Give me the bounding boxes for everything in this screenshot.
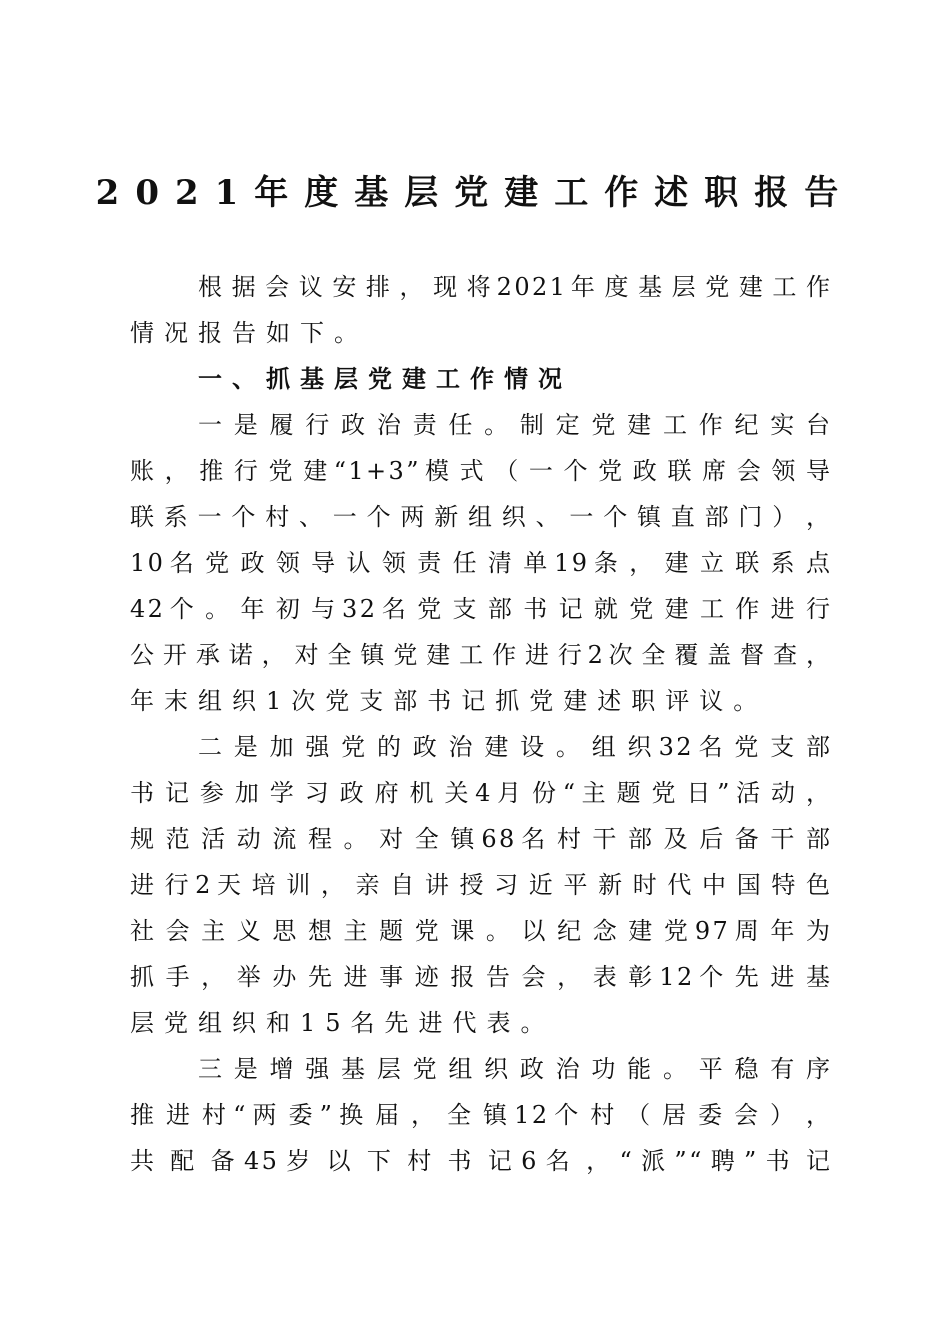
- paragraph-line: 二 是 加 强 党 的 政 治 建 设 。 组 织 3 2 名 党 支 部: [198, 733, 830, 761]
- paragraph-line: 三 是 增 强 基 层 党 组 织 政 治 功 能 。 平 稳 有 序: [198, 1055, 830, 1083]
- paragraph-line: 抓 手 ， 举 办 先 进 事 迹 报 告 会 ， 表 彰 1 2 个 先 进 基: [130, 963, 830, 991]
- paragraph-line: 层党组织和15名先进代表。: [130, 1009, 555, 1037]
- paragraph-line: 年末组织1次党支部书记抓党建述职评议。: [130, 687, 768, 715]
- section-heading: 一、抓基层党建工作情况: [198, 365, 572, 393]
- document-body: [130, 264, 830, 1184]
- paragraph-line: 1 0 名 党 政 领 导 认 领 责 任 清 单 1 9 条 ， 建 立 联 系 点: [130, 549, 830, 577]
- paragraph-line: 情况报告如下。: [130, 319, 368, 347]
- paragraph-line: 根 据 会 议 安 排 ， 现 将 2 0 2 1 年 度 基 层 党 建 工 作: [198, 273, 830, 301]
- paragraph-line: 账 ， 推 行 党 建 “ 1 + 3 ” 模 式 （ 一 个 党 政 联 席 会 领 导: [130, 457, 830, 485]
- paragraph-line: 书 记 参 加 学 习 政 府 机 关 4 月 份 “ 主 题 党 日 ” 活 动 ，: [130, 779, 830, 807]
- paragraph-line: 共 配 备 4 5 岁 以 下 村 书 记 6 名 ， “ 派 ” “ 聘 ” 书 记: [130, 1147, 830, 1175]
- paragraph-line: 进 行 2 天 培 训 ， 亲 自 讲 授 习 近 平 新 时 代 中 国 特 色: [130, 871, 830, 899]
- paragraph-line: 4 2 个 。 年 初 与 3 2 名 党 支 部 书 记 就 党 建 工 作 进 行: [130, 595, 830, 623]
- paragraph-line: 联 系 一 个 村 、 一 个 两 新 组 织 、 一 个 镇 直 部 门 ） ，: [130, 503, 830, 531]
- paragraph-line: 社 会 主 义 思 想 主 题 党 课 。 以 纪 念 建 党 9 7 周 年 为: [130, 917, 830, 945]
- paragraph-line: 公 开 承 诺 ， 对 全 镇 党 建 工 作 进 行 2 次 全 覆 盖 督 查 ，: [130, 641, 830, 669]
- paragraph-line: 推 进 村 “ 两 委 ” 换 届 ， 全 镇 1 2 个 村 （ 居 委 会 ） ，: [130, 1101, 830, 1129]
- paragraph-line: 规 范 活 动 流 程 。 对 全 镇 6 8 名 村 干 部 及 后 备 干 部: [130, 825, 830, 853]
- paragraph-line: 一 是 履 行 政 治 责 任 。 制 定 党 建 工 作 纪 实 台: [198, 411, 830, 439]
- document-title: 2021年度基层党建工作述职报告: [95, 173, 855, 213]
